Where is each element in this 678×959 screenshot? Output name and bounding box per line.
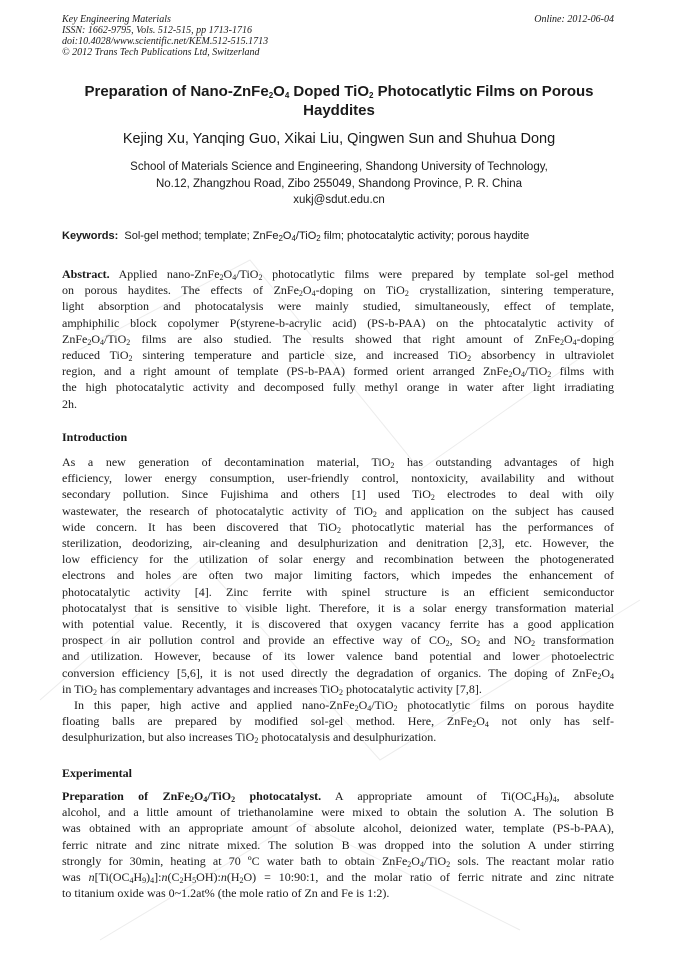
text: /TiO (104, 331, 127, 346)
title-sub: 2 (369, 91, 374, 100)
title-sub: 2 (268, 91, 274, 100)
intro-line: efficiency, lower energy consumption, user-friendly control, nontoxicity, availability and without (62, 471, 614, 486)
text: photocatalysis and desulphurization. (258, 730, 437, 745)
text: floating balls are prepared by modified sol-gel method. Here, ZnFe (62, 714, 473, 729)
abstract (62, 266, 614, 412)
text: region, and a right amount of template (PS-b-PAA) formed orient arranged ZnFe (62, 364, 509, 379)
exp-line (62, 869, 614, 885)
text: O) = 10:90:1, and the molar ratio of ferric nitrate and zinc nitrate (243, 870, 614, 885)
sub: 4 (203, 795, 208, 804)
sub: 2 (254, 736, 259, 746)
experimental-body (62, 788, 614, 901)
section-heading-introduction: Introduction (62, 430, 128, 444)
sub: 2 (338, 687, 343, 697)
sub: 4 (552, 795, 557, 804)
text: films with (551, 364, 614, 379)
text: (C (167, 870, 180, 885)
text: /TiO (423, 853, 447, 868)
text: has complementary advantages and increases TiO (97, 681, 339, 696)
intro-line (62, 486, 614, 502)
text: O (223, 267, 233, 281)
affiliation-line: School of Materials Science and Engineering, Shandong University of Technology, (130, 161, 548, 173)
text: Preparation of ZnFe (62, 789, 190, 803)
abstract-line (62, 282, 614, 298)
text: O (193, 789, 204, 803)
text: n (88, 870, 95, 885)
text: O (91, 331, 101, 346)
text: A appropriate amount of Ti(OC (321, 789, 532, 803)
sub: 2 (298, 289, 303, 299)
sub: 9 (142, 876, 147, 886)
text: photocatlytic films on porous haydite (397, 698, 614, 713)
online-date: Online: 2012-06-04 (534, 14, 614, 25)
sub: 4 (291, 234, 296, 243)
sub: 2 (390, 461, 395, 470)
sub: 2 (239, 876, 244, 886)
text: O (601, 665, 610, 680)
text: -doping (576, 331, 614, 346)
text: crystallization, sintering temperature, (408, 283, 614, 298)
text: films are also studied. The results showed that right amount of ZnFe (130, 331, 560, 346)
abstract-line (62, 347, 614, 363)
sub: 2 (336, 525, 341, 535)
text: O (563, 331, 573, 346)
text: O (476, 714, 485, 729)
sub: 2 (179, 876, 184, 886)
sub: 4 (521, 370, 526, 380)
intro-line (62, 697, 614, 713)
text: (H (226, 870, 240, 885)
sub: 4 (311, 289, 316, 299)
sub: 2 (278, 234, 283, 243)
affiliation-line: No.12, Zhangzhou Road, Zibo 255049, Shandong Province, P. R. China (155, 178, 523, 190)
text: ]: (154, 870, 162, 885)
sub: 2 (189, 795, 194, 804)
exp-line (62, 853, 614, 869)
text: conversion efficiency [5,6], it is not used directly the degradation of organics. The doping of ZnFe (62, 665, 598, 680)
intro-line: electrons and holes are often two major limiting factors, which impedes the enhancement of (62, 568, 614, 583)
sub: 2 (430, 493, 435, 503)
keywords-text: O (282, 230, 292, 242)
sub: 5 (192, 876, 197, 886)
title-sub: 4 (284, 91, 290, 100)
sub: 2 (508, 370, 513, 380)
sub: 2 (404, 289, 409, 299)
abstract-line (62, 331, 614, 347)
sub: 2 (445, 639, 450, 649)
text: /TiO (371, 698, 394, 713)
title-text: Doped TiO (289, 83, 369, 100)
exp-line: alcohol, and a little amount of triethanolamine were mixed to obtain the solution A. The solution B (62, 805, 614, 820)
exp-line (62, 788, 614, 804)
text: n (220, 870, 227, 885)
text: photocatalytic activity [7,8]. (342, 681, 482, 696)
text: In this paper, high active and applied nano-ZnFe (74, 698, 355, 713)
keywords-text: film; photocatalytic activity; porous haydite (320, 230, 530, 242)
text: sintering temperature and particle size, and increased TiO (132, 348, 468, 363)
text: As a new generation of decontamination material, TiO (62, 455, 391, 469)
sub: 4 (484, 720, 489, 730)
sub: 2 (559, 337, 564, 347)
intro-line: and utilization. However, because of its lower valence band potential and lower photoelectric (62, 649, 614, 664)
text: prospect in air pollution control and provide an effective way of CO (62, 633, 446, 648)
intro-line: photocatalyst that is sensitive to visible light. Therefore, it is a solar energy transformation material (62, 600, 614, 615)
text: O (411, 853, 420, 868)
sub: 2 (126, 337, 131, 347)
intro-line (62, 713, 614, 729)
sub: 2 (258, 273, 263, 282)
text: ) (146, 870, 151, 885)
journal-meta (62, 14, 268, 58)
text: sols. The reactant molar ratio (450, 853, 614, 868)
text: OH): (196, 870, 221, 885)
sub: 2 (467, 354, 472, 364)
intro-line (62, 503, 614, 519)
keywords-label: Keywords: (62, 230, 119, 242)
sub: 4 (150, 876, 155, 886)
text: has outstanding advantages of high (394, 455, 614, 469)
text: photocatlytic material has the performances of (340, 519, 614, 534)
paper-title (62, 82, 616, 120)
text: ZnFe (62, 331, 88, 346)
author-list: Kejing Xu, Yanqing Guo, Xikai Liu, Qingwen Sun and Shuhua Dong (122, 131, 556, 147)
intro-line (62, 681, 614, 697)
text: in TiO (62, 681, 94, 696)
text: photocatalyst. (235, 789, 322, 803)
sub: 2 (219, 273, 224, 282)
text: [Ti(OC (94, 870, 130, 885)
sub: 2 (393, 704, 398, 714)
issn-line: ISSN: 1662-9795, Vols. 512-515, pp 1713-1716 (62, 25, 252, 36)
text: /TiO (236, 267, 259, 281)
sub: 4 (129, 876, 134, 886)
text: desulphurization, but also increases TiO (62, 730, 255, 745)
text: secondary pollution. Since Fujishima and others [1] used TiO (62, 487, 431, 502)
journal-name: Key Engineering Materials (62, 14, 171, 25)
text: absorbency in ultraviolet (471, 348, 615, 363)
intro-line (62, 454, 614, 470)
sub: 4 (100, 337, 105, 347)
text: wide concern. It has been discovered that TiO (62, 519, 337, 534)
abstract-line: amphiphilic block copolymer P(styrene-b-acrylic acid) (PS-b-PAA) on the phtocatalytic activity of (62, 315, 614, 330)
abstract-line (62, 363, 614, 379)
sub: 2 (354, 704, 359, 714)
keywords-text: /TiO (295, 230, 317, 242)
text: O (302, 283, 312, 298)
text: H (133, 870, 143, 885)
introduction-body (62, 454, 614, 746)
sub: 4 (572, 337, 577, 347)
sub: 9 (544, 795, 549, 804)
exp-line: ferric nitrate and zinc nitrate mixed. The solution B was dropped into the solution A under stirring (62, 837, 614, 852)
text: H (183, 870, 193, 885)
abstract-label: Abstract. (62, 267, 110, 281)
sub: 2 (93, 687, 98, 697)
copyright-line: © 2012 Trans Tech Publications Ltd, Switzerland (62, 47, 260, 58)
text: electrodes to deal with oily (434, 487, 614, 502)
sub: 4 (367, 704, 372, 714)
abstract-line: 2h. (62, 396, 77, 411)
intro-line: with potential value. Recently, it is discovered that oxygen vacancy ferrite has a good application (62, 617, 614, 632)
text: transformation (535, 633, 614, 648)
text: /TiO (525, 364, 548, 379)
text: and application on the subject has caused (376, 503, 615, 518)
sub: 2 (372, 509, 377, 519)
text: reduced TiO (62, 348, 129, 363)
sub: 4 (419, 859, 424, 869)
text: ) (548, 789, 553, 803)
sub: 2 (128, 354, 133, 364)
sub: 2 (446, 859, 451, 869)
affiliation (62, 159, 616, 193)
subsection-title (62, 789, 321, 803)
text: strongly for 30min, heating at 70 ºC water bath to obtain ZnFe (62, 853, 408, 868)
text: photocatlytic films were prepared by template sol-gel method (262, 267, 614, 281)
sub: 2 (472, 720, 477, 730)
section-heading-experimental: Experimental (62, 766, 132, 780)
intro-line (62, 519, 614, 535)
intro-line (62, 729, 614, 745)
text: H (535, 789, 545, 803)
text: /TiO (207, 789, 232, 803)
intro-line: sterilization, deodorizing, air-cleaning and desulphurization and denitration [2,3], etc. However, the (62, 536, 614, 551)
keywords-text: Sol-gel method; template; ZnFe (124, 230, 279, 242)
text: on porous haydites. The effects of ZnFe (62, 283, 299, 298)
exp-line: to titanium oxide was 0~1.2at% (the mole ratio of Zn and Fe is 1:2). (62, 886, 390, 901)
text: n (161, 870, 168, 885)
sub: 2 (531, 639, 536, 649)
abstract-line: light absorption and photocatalysis were mainly studied, simultaneously, effect of template, (62, 299, 614, 314)
sub: 2 (87, 337, 92, 347)
sub: 2 (597, 671, 602, 681)
sub: 4 (610, 671, 614, 681)
text: wastewater, the research of photocatalytic activity of TiO (62, 503, 373, 518)
sub: 4 (232, 273, 237, 282)
exp-line: was obtained with an appropriate amount of absolute alcohol, deionized water, template (PS-b-PAA), (62, 821, 614, 836)
text: Applied nano-ZnFe (109, 267, 220, 281)
intro-line (62, 665, 614, 681)
text: , absolute (556, 789, 614, 803)
intro-line: photocatalytic activity [4]. Zinc ferrite with spinel structure is an efficient semiconductor (62, 584, 614, 599)
text: , SO (449, 633, 477, 648)
title-text: O (273, 83, 285, 100)
intro-line (62, 632, 614, 648)
sub: 4 (531, 795, 536, 804)
contact-email[interactable]: xukj@sdut.edu.cn (293, 194, 385, 206)
intro-line: low efficiency for the utilization of solar energy and recombination between the photogenerated (62, 552, 614, 567)
keywords (62, 229, 616, 243)
text: was (62, 870, 89, 885)
sub: 2 (476, 639, 481, 649)
text: and NO (480, 633, 532, 648)
sub: 2 (407, 859, 412, 869)
title-text: Hayddites (303, 102, 375, 119)
sub: 2 (547, 370, 552, 380)
abstract-line (62, 266, 614, 282)
sub: 2 (231, 795, 236, 804)
text: O (512, 364, 522, 379)
text: -doping on TiO (315, 283, 405, 298)
sub: 2 (316, 234, 321, 243)
abstract-line: the high photocatalytic activity and decomposed fully methyl orange in water after light irradiating (62, 380, 614, 395)
doi-line: doi:10.4028/www.scientific.net/KEM.512-515.1713 (62, 36, 269, 47)
title-text: Preparation of Nano-ZnFe (84, 83, 269, 100)
text: O (358, 698, 368, 713)
title-text: Photocatlytic Films on Porous (373, 83, 594, 100)
text: not only has self- (488, 714, 614, 729)
